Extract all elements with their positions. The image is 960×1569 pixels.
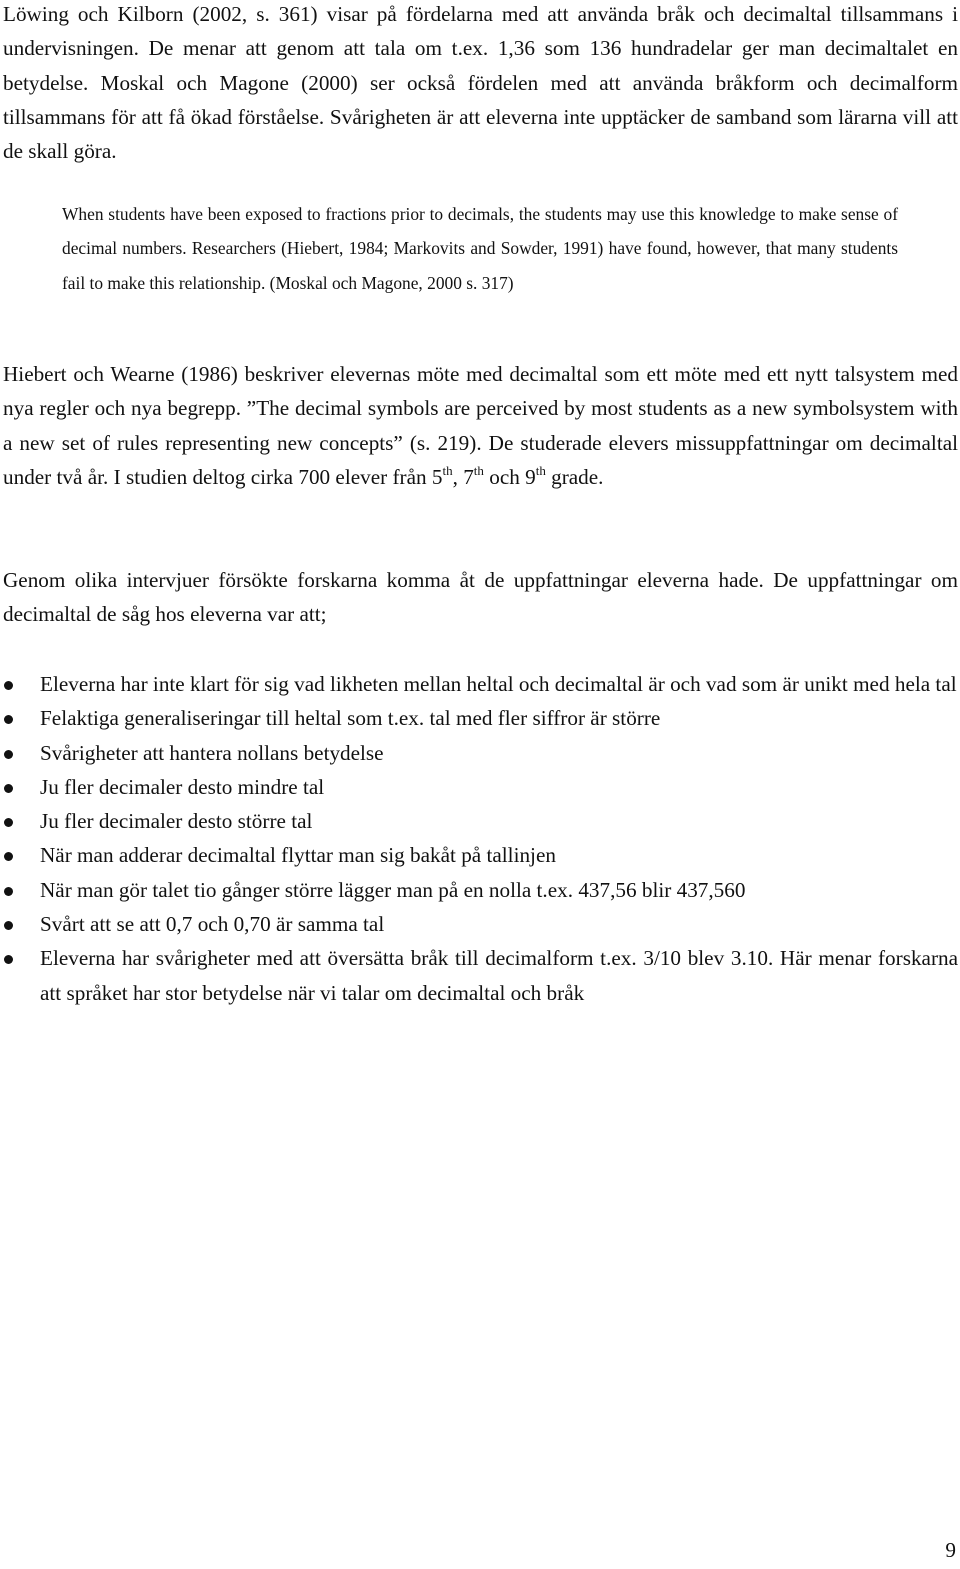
- body-paragraph-3: Genom olika intervjuer försökte forskarna komma åt de uppfattningar eleverna hade. De uppfattningar om decimaltal de såg hos eleverna var att;: [3, 568, 958, 627]
- paragraph-2-ending: grade.: [545, 464, 604, 489]
- block-quote: When students have been exposed to fractions prior to decimals, the students may use this knowledge to make sense of decimal numbers. Researchers (Hiebert, 1984; Markovits and Sowder, 1991) have found, however, that many students fail to make this relationship. (Moskal och Magone, 2000 s. 317): [62, 204, 898, 293]
- bullet-icon: [4, 955, 13, 964]
- list-item: [0, 804, 958, 838]
- list-item-text: Svårt att se att 0,7 och 0,70 är samma tal: [40, 912, 385, 937]
- list-item: [0, 701, 958, 735]
- bullet-icon: [4, 750, 13, 759]
- list-item: [0, 667, 958, 701]
- list-item: [0, 907, 958, 941]
- page-number: 9: [945, 1538, 956, 1562]
- bullet-icon: [4, 681, 13, 690]
- bullet-icon: [4, 921, 13, 930]
- bullet-icon: [4, 852, 13, 861]
- body-paragraph-1: Löwing och Kilborn (2002, s. 361) visar på fördelarna med att använda bråk och decimaltal tillsammans i undervisningen. De menar att genom att tala om t.ex. 1,36 som 136 hundradelar ger man decimaltalet en betydelse. Moskal och Magone (2000) ser också fördelen med att använda bråkform och decimalform tillsammans för att få ökad förståelse. Svårigheten är att eleverna inte upptäcker de samband som lärarna vill att de skall göra.: [3, 2, 958, 164]
- ordinal-suffix: th: [442, 462, 453, 478]
- paragraph-2-separator-1: , 7: [452, 464, 474, 489]
- bullet-icon: [4, 784, 13, 793]
- paragraph-2-separator-2: och 9: [483, 464, 536, 489]
- bullet-icon: [4, 715, 13, 724]
- list-item-text: Eleverna har svårigheter med att översätta bråk till decimalform t.ex. 3/10 blev 3.10. Här menar forskarna att språket har stor betydelse när vi talar om decimaltal och bråk: [40, 946, 958, 1005]
- list-item-text: Ju fler decimaler desto större tal: [40, 809, 313, 834]
- ordinal-suffix: th: [535, 462, 546, 478]
- list-item: [0, 736, 958, 770]
- list-item-text: När man adderar decimaltal flyttar man sig bakåt på tallinjen: [40, 843, 556, 868]
- misconception-list: [0, 667, 960, 1010]
- list-item-text: Ju fler decimaler desto mindre tal: [40, 774, 325, 799]
- bullet-icon: [4, 818, 13, 827]
- list-item-text: Felaktiga generaliseringar till heltal som t.ex. tal med fler siffror är större: [40, 706, 661, 731]
- list-item: [0, 838, 958, 872]
- list-item-text: Eleverna har inte klart för sig vad likheten mellan heltal och decimaltal är och vad som är unikt med hela tal: [40, 672, 957, 696]
- list-item: [0, 873, 958, 907]
- ordinal-suffix: th: [473, 462, 484, 478]
- list-item: [0, 941, 958, 1010]
- list-item-text: När man gör talet tio gånger större lägger man på en nolla t.ex. 437,56 blir 437,560: [40, 877, 746, 902]
- list-item: [0, 770, 958, 804]
- paragraph-2-text: Hiebert och Wearne (1986) beskriver elevernas möte med decimaltal som ett möte med ett nytt talsystem med nya regler och nya begrepp. ”The decimal symbols are perceived by most students as a new symbolsystem with a new set of rules representing new concepts” (s. 219). De studerade elevers missuppfattningar om decimaltal under två år. I studien deltog cirka 700 elever från 5: [3, 362, 958, 489]
- bullet-icon: [4, 887, 13, 896]
- body-paragraph-2: [3, 357, 958, 494]
- list-item-text: Svårigheter att hantera nollans betydelse: [40, 740, 384, 765]
